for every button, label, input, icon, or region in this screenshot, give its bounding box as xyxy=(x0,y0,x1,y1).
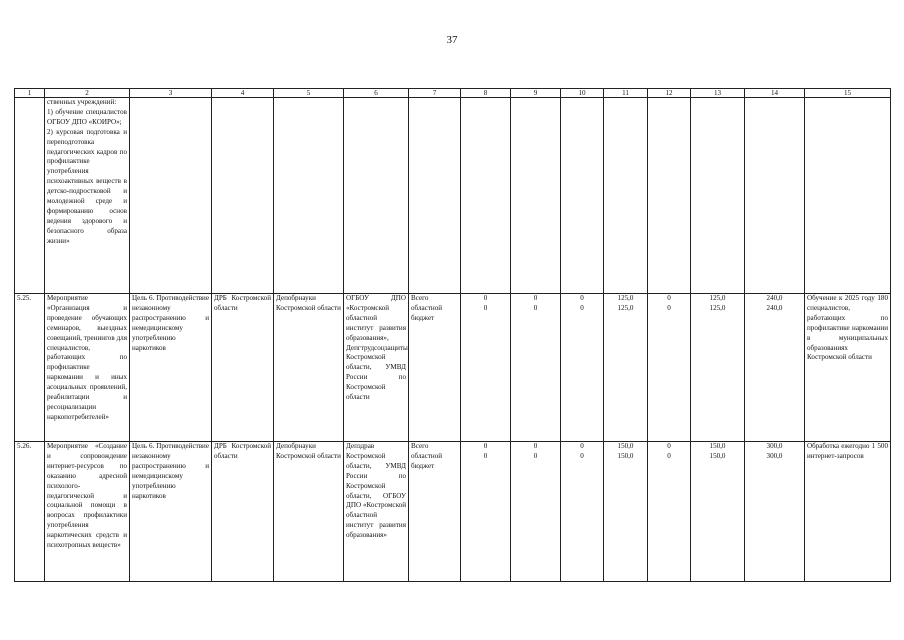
value-cell xyxy=(561,442,604,582)
funding-source xyxy=(409,294,461,442)
event-name: Мероприятие «Создание и сопровождение интернет-ресурсов по оказанию адресной психолого-педагогической и социальной помощи в вопросах профилактики употребления наркотических средств и психотропных веществ» xyxy=(45,442,130,582)
header-cell: 9 xyxy=(511,89,561,98)
value: 150,0 xyxy=(617,451,634,460)
header-row xyxy=(15,89,891,98)
page-number: 37 xyxy=(446,34,458,46)
value-cell xyxy=(691,294,745,442)
source-total: Всего xyxy=(411,294,429,302)
header-cell: 4 xyxy=(212,89,274,98)
value: 0 xyxy=(580,303,584,312)
empty-cell xyxy=(511,98,561,294)
value-cell xyxy=(461,442,511,582)
header-cell: 5 xyxy=(274,89,344,98)
goal: Цель 6. Противодействие незаконному распространению и немедицинскому употреблению наркотиков xyxy=(130,442,212,582)
value: 0 xyxy=(580,442,584,450)
co-executors: Депздрав Костромской области, УМВД России по Костромской области, ОГБОУ ДПО «Костромской областной институт развития образования» xyxy=(344,442,409,582)
empty-cell xyxy=(15,98,45,294)
value: 240,0 xyxy=(766,303,783,312)
coordinator: Депобрнауки Костромской области xyxy=(274,442,344,582)
value: 0 xyxy=(533,303,538,312)
funding-source xyxy=(409,442,461,582)
responsible-executor: ДРБ Костромской области xyxy=(212,294,274,442)
goal: Цель 6. Противодействие незаконному распространению и немедицинскому употреблению наркотиков xyxy=(130,294,212,442)
header-cell: 13 xyxy=(691,89,745,98)
value-cell xyxy=(461,294,511,442)
expected-result: Обработка ежегодно 1 500 интернет-запросов xyxy=(805,442,891,582)
value: 0 xyxy=(667,303,671,312)
header-cell: 12 xyxy=(648,89,691,98)
header-cell: 11 xyxy=(604,89,648,98)
value: 0 xyxy=(580,294,584,302)
value: 240,0 xyxy=(766,294,783,302)
table-row xyxy=(15,294,891,442)
empty-cell xyxy=(130,98,212,294)
value: 125,0 xyxy=(617,294,634,302)
value: 150,0 xyxy=(709,442,726,450)
header-cell: 1 xyxy=(15,89,45,98)
program-table xyxy=(14,88,891,582)
value: 150,0 xyxy=(617,442,634,450)
value: 125,0 xyxy=(709,294,726,302)
value: 125,0 xyxy=(617,303,634,312)
value-cell xyxy=(648,294,691,442)
header-cell: 2 xyxy=(45,89,130,98)
header-cell: 7 xyxy=(409,89,461,98)
empty-cell xyxy=(212,98,274,294)
row-number: 5.25. xyxy=(15,294,45,442)
value: 0 xyxy=(667,294,671,302)
empty-cell xyxy=(745,98,805,294)
empty-cell xyxy=(691,98,745,294)
value-cell xyxy=(511,294,561,442)
table-row xyxy=(15,442,891,582)
empty-cell xyxy=(274,98,344,294)
value-cell xyxy=(691,442,745,582)
source-regional: областной бюджет xyxy=(411,303,443,322)
empty-cell xyxy=(409,98,461,294)
header-cell: 14 xyxy=(745,89,805,98)
header-cell: 6 xyxy=(344,89,409,98)
header-cell: 15 xyxy=(805,89,891,98)
value-cell xyxy=(648,442,691,582)
row-number: 5.26. xyxy=(15,442,45,582)
empty-cell xyxy=(561,98,604,294)
value: 0 xyxy=(483,442,488,450)
value-cell xyxy=(511,442,561,582)
value-cell xyxy=(745,294,805,442)
value: 0 xyxy=(533,442,538,450)
empty-cell xyxy=(604,98,648,294)
value: 0 xyxy=(580,451,584,460)
value: 0 xyxy=(667,451,671,460)
value: 0 xyxy=(533,451,538,460)
value: 0 xyxy=(533,294,538,302)
empty-cell xyxy=(805,98,891,294)
value-cell xyxy=(561,294,604,442)
source-total: Всего xyxy=(411,442,429,450)
header-cell: 10 xyxy=(561,89,604,98)
value: 150,0 xyxy=(709,451,726,460)
header-cell: 8 xyxy=(461,89,511,98)
continued-event-text: ственных учреждений: 1) обучение специалистов ОГБОУ ДПО «КОИРО»; 2) курсовая подготовка и переподготовка педагогических кадров по профилактике употребления психоактивных веществ в детско-подростковой и молодежной среде и формированию основ ведения здорового и безопасного образа жизни» xyxy=(45,98,130,294)
value-cell xyxy=(604,294,648,442)
source-regional: областной бюджет xyxy=(411,451,443,470)
event-name: Мероприятие «Организация и проведение обучающих семинаров, выездных совещаний, тренингов для специалистов, работающих по профилактике наркомании и иных асоциальных проявлений, реабилитации и ресоциализации наркопотребителей» xyxy=(45,294,130,442)
expected-result: Обучение к 2025 году 180 специалистов, работающих по профилактике наркомании в муниципальных образованиях Костромской области xyxy=(805,294,891,442)
value: 0 xyxy=(483,303,488,312)
coordinator: Депобрнауки Костромской области xyxy=(274,294,344,442)
value: 0 xyxy=(483,294,488,302)
value: 0 xyxy=(483,451,488,460)
value: 125,0 xyxy=(709,303,726,312)
value: 300,0 xyxy=(766,451,783,460)
co-executors: ОГБОУ ДПО «Костромской областной институт развития образования», Депгтрудсоцзащиты Костромской области, УМВД России по Костромской области xyxy=(344,294,409,442)
continuation-row xyxy=(15,98,891,294)
header-cell: 3 xyxy=(130,89,212,98)
empty-cell xyxy=(648,98,691,294)
empty-cell xyxy=(461,98,511,294)
value: 0 xyxy=(667,442,671,450)
value-cell xyxy=(604,442,648,582)
empty-cell xyxy=(344,98,409,294)
responsible-executor: ДРБ Костромской области xyxy=(212,442,274,582)
value-cell xyxy=(745,442,805,582)
value: 300,0 xyxy=(766,442,783,450)
